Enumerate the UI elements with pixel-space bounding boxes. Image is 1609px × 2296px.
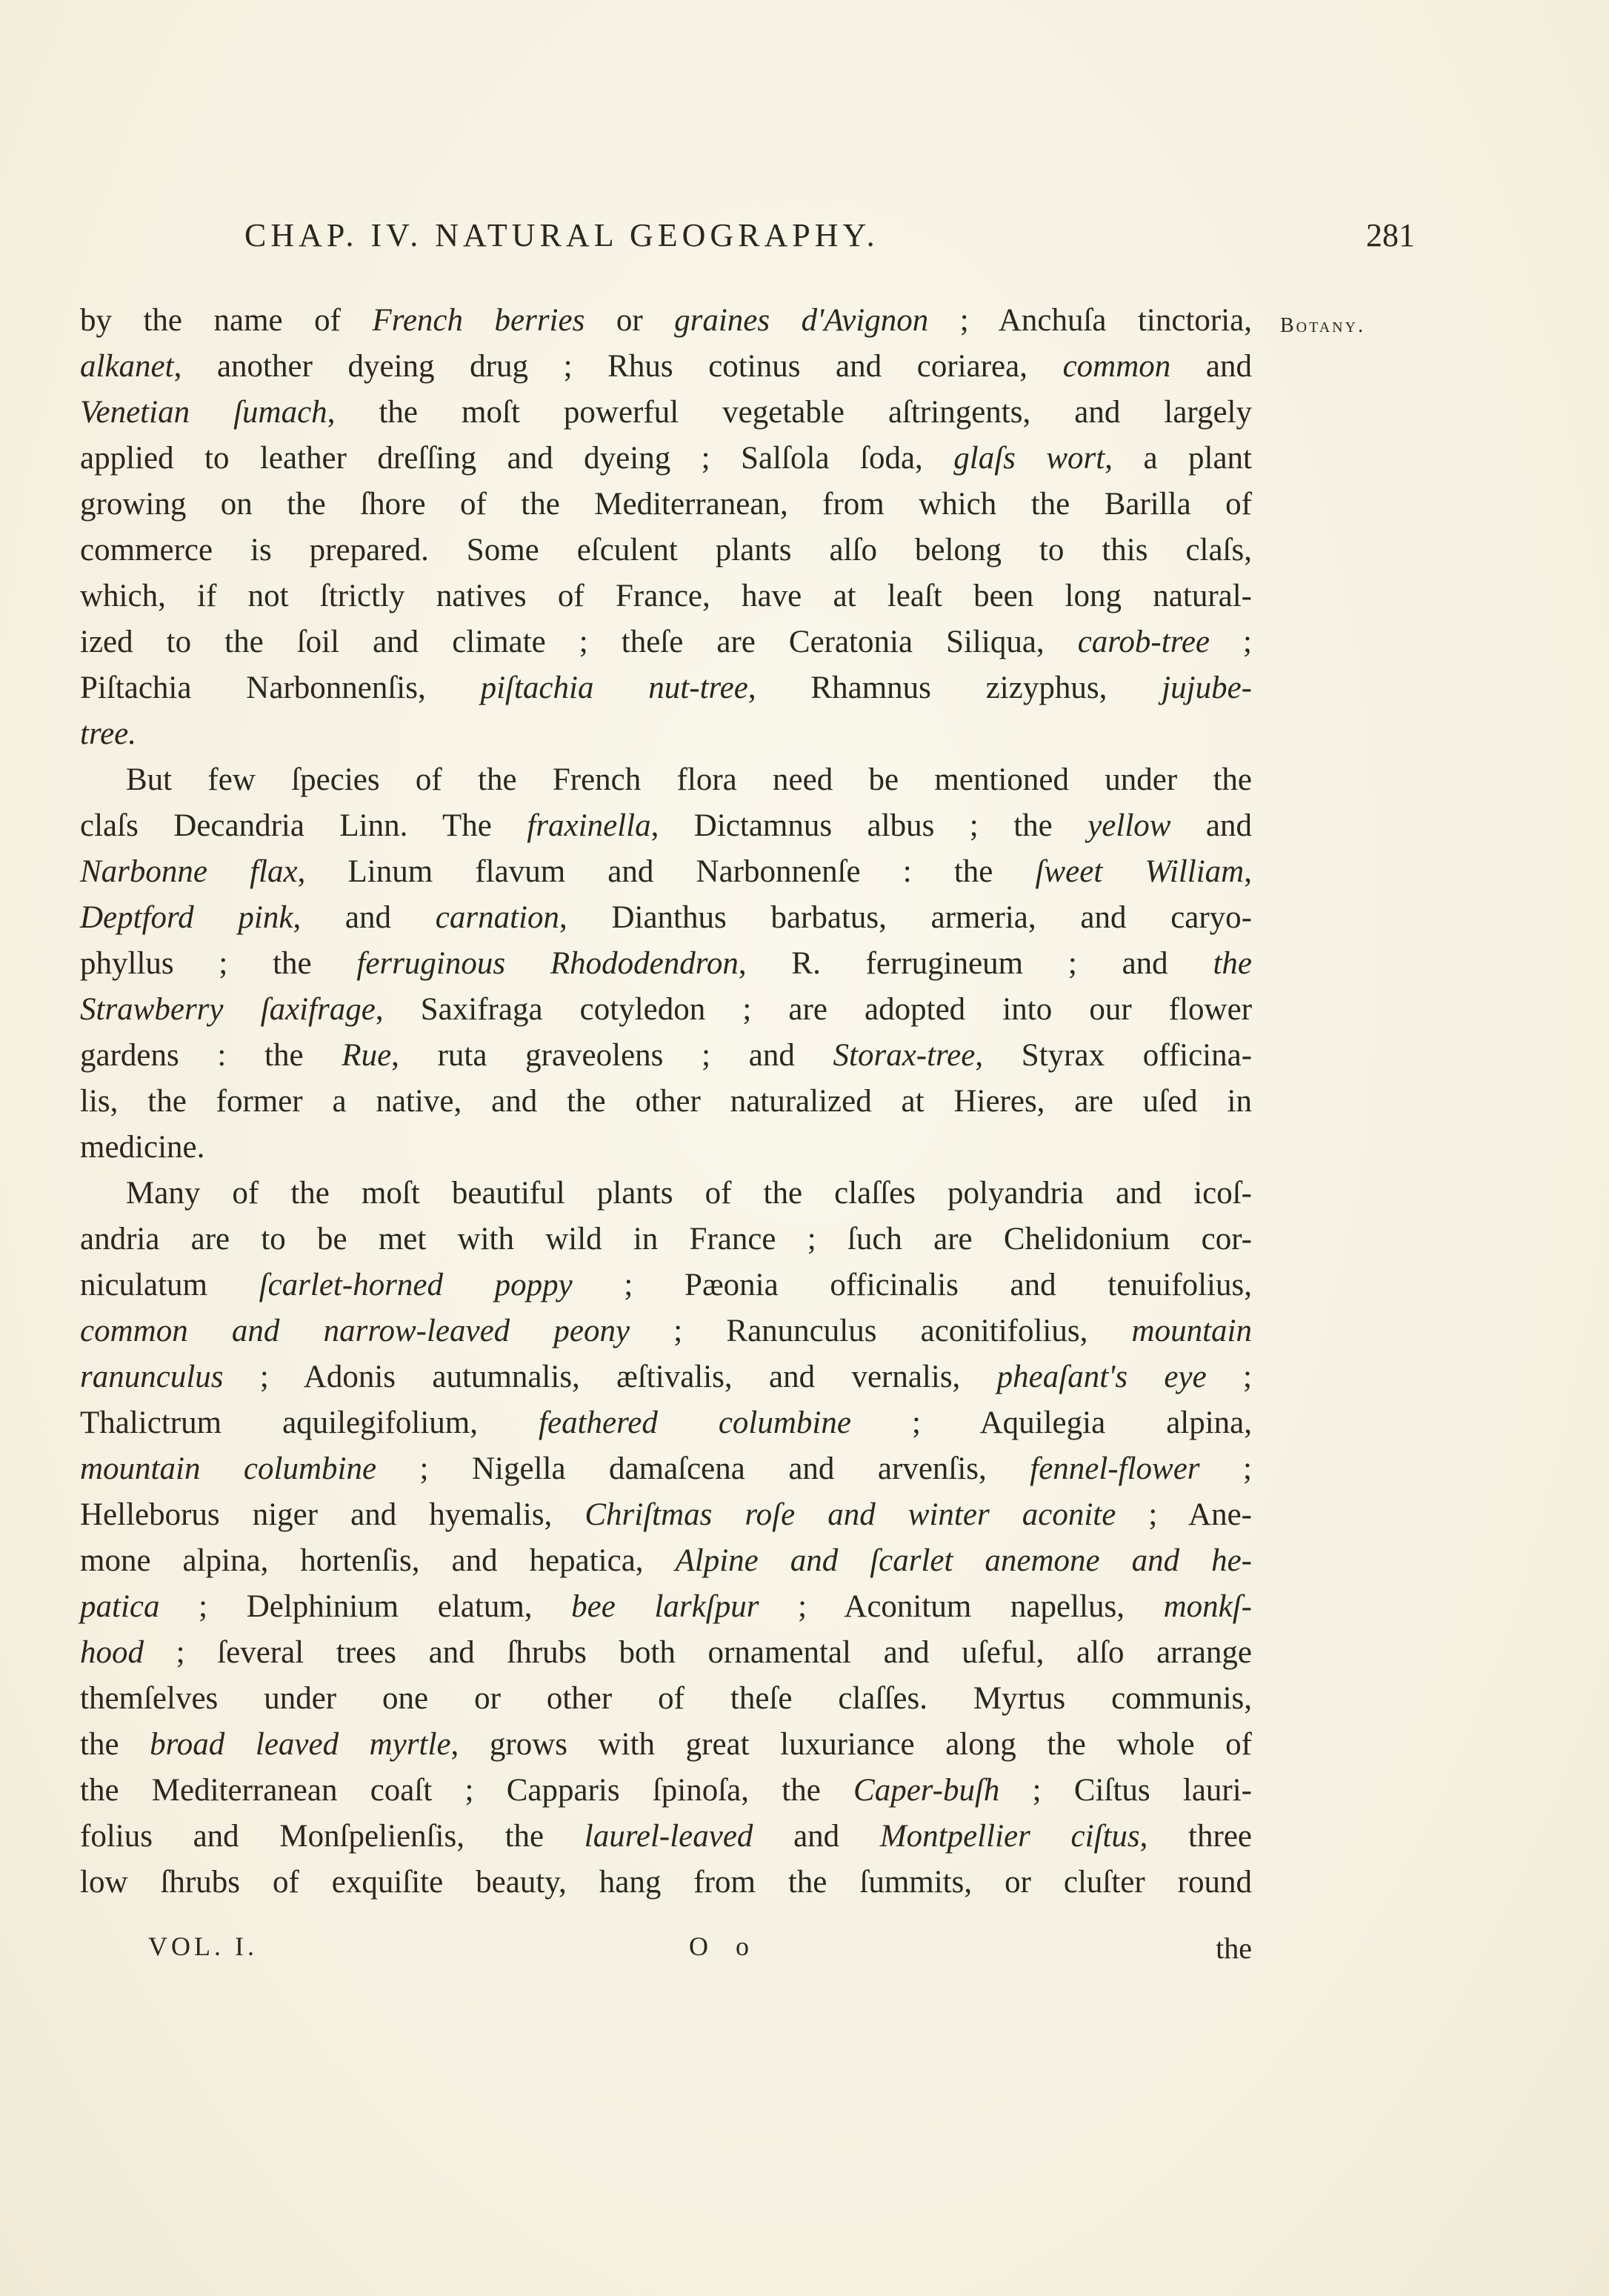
italic-run: Venetian ſumach (80, 395, 327, 430)
italic-run: Chriſtmas roſe and winter aconite (584, 1497, 1116, 1532)
text-line (80, 1538, 1252, 1584)
text-line (80, 298, 1252, 344)
italic-run: mountain columbine (80, 1451, 377, 1486)
text-run: , three (1139, 1819, 1252, 1854)
italic-run: glaſs wort (953, 441, 1105, 476)
page-number: 281 (1366, 217, 1415, 253)
text-run: folius and Monſpelienſis, the (80, 1819, 584, 1854)
text-run: growing on the ſhore of the Mediterranean, from which the Barilla of (80, 487, 1252, 522)
text-run: low ſhrubs of exquiſite beauty, hang from the ſummits, or cluſter round (80, 1865, 1252, 1900)
text-run: ; Ciſtus lauri- (999, 1773, 1252, 1808)
text-run: andria are to be met with wild in France ; ſuch are Chelidonium cor- (80, 1222, 1252, 1257)
italic-run: alkanet (80, 349, 174, 384)
text-run: , Styrax officina- (975, 1038, 1253, 1073)
italic-run: Narbonne flax (80, 854, 298, 889)
text-line (80, 1676, 1252, 1722)
text-run: , and (293, 900, 436, 935)
text-run: , Dictamnus albus ; the (650, 808, 1088, 843)
italic-run: Caper-buſh (853, 1773, 1000, 1808)
text-run: , a plant (1105, 441, 1252, 476)
italic-run: graines d'Avignon (674, 303, 929, 338)
text-line (80, 849, 1252, 895)
page-header (244, 216, 1415, 261)
italic-run: broad leaved myrtle (150, 1727, 451, 1762)
italic-run: ſcarlet-horned poppy (259, 1268, 573, 1302)
text-line (80, 482, 1252, 528)
text-line (80, 344, 1252, 390)
italic-run: fennel-flower (1030, 1451, 1200, 1486)
text-run: which, if not ſtrictly natives of France, have at leaſt been long natural- (80, 579, 1252, 613)
italic-run: ranunculus (80, 1360, 224, 1394)
text-line (80, 573, 1252, 619)
text-line (80, 528, 1252, 573)
text-run: ; Adonis autumnalis, æſtivalis, and vernalis, (223, 1360, 997, 1394)
italic-run: carob-tree (1077, 625, 1210, 659)
italic-run: Rue (342, 1038, 392, 1073)
italic-run: monkſ- (1163, 1589, 1252, 1624)
text-run: Many of the moſt beautiful plants of the claſſes polyandria and icoſ- (126, 1176, 1252, 1211)
text-run: Helleborus niger and hyemalis, (80, 1497, 585, 1532)
text-run: ; Aquilegia alpina, (850, 1405, 1253, 1440)
text-run: , grows with great luxuriance along the whole of (450, 1727, 1252, 1762)
italic-run: jujube- (1162, 671, 1252, 705)
italic-run: Montpellier ciſtus (879, 1819, 1140, 1854)
text-run: ; Nigella damaſcena and arvenſis, (376, 1451, 1030, 1486)
italic-run: French berries (372, 303, 585, 338)
text-line (80, 987, 1252, 1033)
text-run: mone alpina, hortenſis, and hepatica, (80, 1543, 676, 1578)
text-line (80, 895, 1252, 941)
italic-run: patica (80, 1589, 160, 1624)
text-run: and (1170, 349, 1252, 384)
text-line (80, 1308, 1252, 1354)
text-line (80, 1446, 1252, 1492)
italic-run: hood (80, 1635, 144, 1670)
text-run: , Linum flavum and Narbonnenſe : the (297, 854, 1036, 889)
text-run: But few ſpecies of the French flora need be mentioned under the (126, 762, 1252, 797)
text-run: the Mediterranean coaſt ; Capparis ſpinoſa, the (80, 1773, 854, 1808)
text-line (80, 1125, 1252, 1171)
text-run: or (584, 303, 675, 338)
text-run: , Saxifraga cotyledon ; are adopted into our flower (375, 992, 1253, 1027)
text-line (80, 1814, 1252, 1860)
text-run: ized to the ſoil and climate ; theſe are Ceratonia Siliqua, (80, 625, 1078, 659)
italic-run: common (1062, 349, 1171, 384)
text-run: ; Ane- (1116, 1497, 1252, 1532)
italic-run: mountain (1131, 1314, 1252, 1348)
italic-run: piſtachia nut-tree (480, 671, 748, 705)
text-line (80, 1079, 1252, 1125)
italic-run: the (1213, 946, 1253, 981)
text-run: Piſtachia Narbonnenſis, (80, 671, 481, 705)
text-line (80, 1584, 1252, 1630)
text-run: , (1244, 854, 1252, 889)
text-line (80, 1171, 1252, 1217)
text-line (80, 1768, 1252, 1814)
catchword: the (1216, 1931, 1252, 1965)
text-line (80, 1262, 1252, 1308)
text-line (80, 1630, 1252, 1676)
signature-mark: O o (689, 1931, 759, 1961)
running-title: CHAP. IV. NATURAL GEOGRAPHY. (244, 217, 879, 253)
italic-run: carnation (435, 900, 559, 935)
text-run: ; Pæonia officinalis and tenuifolius, (572, 1268, 1252, 1302)
text-run: ; ſeveral trees and ſhrubs both ornamental and uſeful, alſo arrange (144, 1635, 1252, 1670)
page-footer (148, 1931, 1252, 1972)
text-run: medicine. (80, 1130, 205, 1165)
text-run: ; Aconitum napellus, (759, 1589, 1164, 1624)
italic-run: Strawberry ſaxifrage (80, 992, 376, 1027)
italic-run: common and narrow-leaved peony (80, 1314, 630, 1348)
text-line (80, 619, 1252, 665)
text-run: by the name of (80, 303, 373, 338)
text-run: gardens : the (80, 1038, 342, 1073)
text-run: ; Anchuſa tinctoria, (928, 303, 1252, 338)
text-line (80, 1354, 1252, 1400)
text-run: claſs Decandria Linn. The (80, 808, 527, 843)
text-run: commerce is prepared. Some eſculent plants alſo belong to this claſs, (80, 533, 1252, 568)
text-run: and (1170, 808, 1253, 843)
text-line (80, 1217, 1252, 1262)
text-run: , R. ferrugineum ; and (738, 946, 1213, 981)
text-run: , the moſt powerful vegetable aſtringents, and largely (327, 395, 1252, 430)
text-line (80, 436, 1252, 482)
italic-run: yellow (1087, 808, 1171, 843)
text-run: ; Delphinium elatum, (159, 1589, 572, 1624)
text-line (80, 1492, 1252, 1538)
text-line (80, 665, 1252, 711)
italic-run: pheaſant's eye (996, 1360, 1207, 1394)
text-line (80, 390, 1252, 436)
italic-run: laurel-leaved (584, 1819, 753, 1854)
italic-run: fraxinella (527, 808, 651, 843)
italic-run: ferruginous Rhododendron (356, 946, 739, 981)
text-run: , another dyeing drug ; Rhus cotinus and coriarea, (173, 349, 1063, 384)
text-run: Thalictrum aquilegifolium, (80, 1405, 539, 1440)
text-run: , Dianthus barbatus, armeria, and caryo- (559, 900, 1253, 935)
text-run: and (753, 1819, 880, 1854)
text-run: , ruta graveolens ; and (391, 1038, 833, 1073)
text-run: ; Ranunculus aconitifolius, (630, 1314, 1132, 1348)
text-run: ; (1199, 1451, 1252, 1486)
body-text (80, 298, 1252, 1906)
italic-run: Deptford pink (80, 900, 293, 935)
text-run: lis, the former a native, and the other naturalized at Hieres, are uſed in (80, 1084, 1252, 1119)
italic-run: ſweet William (1035, 854, 1245, 889)
text-run: themſelves under one or other of theſe claſſes. Myrtus communis, (80, 1681, 1252, 1716)
text-run: , Rhamnus zizyphus, (747, 671, 1162, 705)
text-run: phyllus ; the (80, 946, 357, 981)
text-run: the (80, 1727, 150, 1762)
italic-run: Storax-tree (833, 1038, 976, 1073)
text-line (80, 941, 1252, 987)
volume-mark: VOL. I. (148, 1931, 258, 1961)
italic-run: Alpine and ſcarlet anemone and he- (675, 1543, 1252, 1578)
text-run: ; (1210, 625, 1252, 659)
text-line (80, 757, 1252, 803)
italic-run: bee larkſpur (571, 1589, 759, 1624)
text-line (80, 1400, 1252, 1446)
text-line (80, 1860, 1252, 1906)
text-line (80, 1722, 1252, 1768)
marginal-note: Botany. (1280, 314, 1366, 337)
italic-run: feathered columbine (539, 1405, 851, 1440)
italic-run: tree. (80, 716, 137, 751)
text-run: applied to leather dreſſing and dyeing ; Salſola ſoda, (80, 441, 954, 476)
text-line (80, 1033, 1252, 1079)
text-line (80, 711, 1252, 757)
text-run: niculatum (80, 1268, 259, 1302)
text-run: ; (1206, 1360, 1253, 1394)
text-line (80, 803, 1252, 849)
